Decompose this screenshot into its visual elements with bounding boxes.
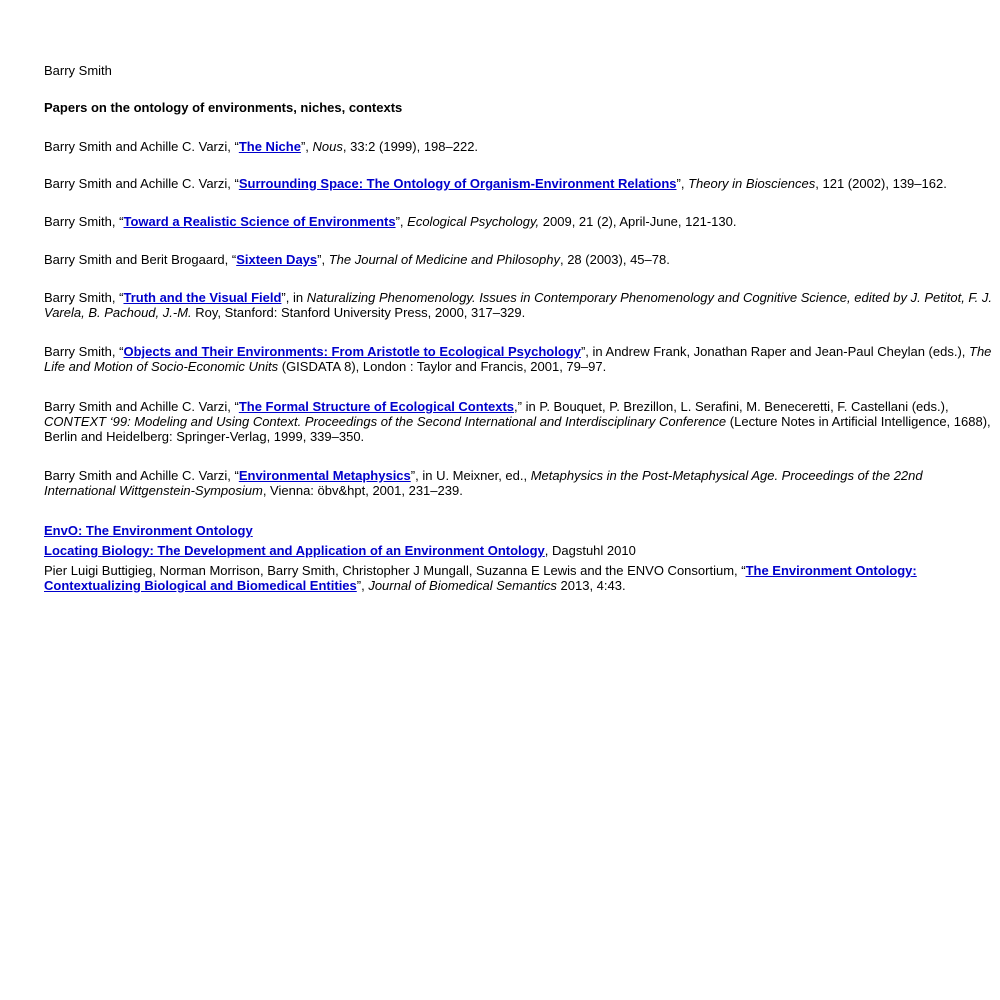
paper-link-truth-visual-field[interactable]: Truth and the Visual Field	[123, 290, 282, 305]
citation: Barry Smith and Achille C. Varzi, “Environmental Metaphysics”, in U. Meixner, ed., Metaphysics in the Post-Metaphysical Age. Proceedings of the 22nd International Wittgenstein-Symposium, Vienna: öbv&hpt, 2001, 231–239.	[44, 468, 923, 498]
paper-link-realistic-science[interactable]: Toward a Realistic Science of Environments	[123, 214, 396, 229]
author-name: Barry Smith	[44, 63, 112, 78]
citation: Barry Smith and Achille C. Varzi, “Surrounding Space: The Ontology of Organism-Environment Relations”, Theory in Biosciences, 121 (2002), 139–162.	[44, 176, 947, 191]
locating-biology-line: Locating Biology: The Development and Application of an Environment Ontology, Dagstuhl 2010	[44, 543, 636, 558]
citation: Pier Luigi Buttigieg, Norman Morrison, Barry Smith, Christopher J Mungall, Suzanna E Lewis and the ENVO Consortium, “The Environment Ontology: Contextualizing Biological and Biomedical Entities”, Journal of Biomedical Semantics 2013, 4:43.	[44, 563, 917, 593]
paper-link-formal-structure[interactable]: The Formal Structure of Ecological Contexts	[238, 399, 515, 414]
citation: Barry Smith and Berit Brogaard, “Sixteen Days”, The Journal of Medicine and Philosophy, 28 (2003), 45–78.	[44, 252, 670, 267]
citation: Barry Smith and Achille C. Varzi, “The Formal Structure of Ecological Contexts,” in P. Bouquet, P. Brezillon, L. Serafini, M. Beneceretti, F. Castellani (eds.), CONTEXT ‘99: Modeling and Using Context. Proceedings of the Second International and Interdisciplinary Conference (Lecture Notes in Artificial Intelligence, 1688), Berlin and Heidelberg: Springer-Verlag, 1999, 339–350.	[44, 399, 991, 444]
page-heading: Papers on the ontology of environments, niches, contexts	[44, 100, 403, 115]
citation: Barry Smith and Achille C. Varzi, “The Niche”, Nous, 33:2 (1999), 198–222.	[44, 139, 479, 154]
locating-biology-link[interactable]: Locating Biology: The Development and Application of an Environment Ontology	[44, 543, 545, 558]
paper-link-environmental-metaphysics[interactable]: Environmental Metaphysics	[238, 468, 411, 483]
citation: Barry Smith, “Toward a Realistic Science of Environments”, Ecological Psychology, 2009, 21 (2), April-June, 121-130.	[44, 214, 737, 229]
paper-link-the-niche[interactable]: The Niche	[238, 139, 301, 154]
paper-link-environment-ontology[interactable]: The Environment Ontology: Contextualizing Biological and Biomedical Entities	[44, 563, 917, 593]
citation: Barry Smith, “Objects and Their Environments: From Aristotle to Ecological Psychology”, in Andrew Frank, Jonathan Raper and Jean-Paul Cheylan (eds.), The Life and Motion of Socio-Economic Units (GISDATA 8), London : Taylor and Francis, 2001, 79–97.	[44, 344, 992, 374]
paper-link-objects-environments[interactable]: Objects and Their Environments: From Aristotle to Ecological Psychology	[123, 344, 581, 359]
envo-line	[44, 523, 994, 538]
citation: Barry Smith, “Truth and the Visual Field”, in Naturalizing Phenomenology. Issues in Contemporary Phenomenology and Cognitive Science, edited by J. Petitot, F. J. Varela, B. Pachoud, J.-M. Roy, Stanford: Stanford University Press, 2000, 317–329.	[44, 290, 993, 320]
envo-link[interactable]: EnvO: The Environment Ontology	[44, 523, 253, 538]
paper-link-sixteen-days[interactable]: Sixteen Days	[236, 252, 318, 267]
paper-link-surrounding-space[interactable]: Surrounding Space: The Ontology of Organism-Environment Relations	[238, 176, 677, 191]
